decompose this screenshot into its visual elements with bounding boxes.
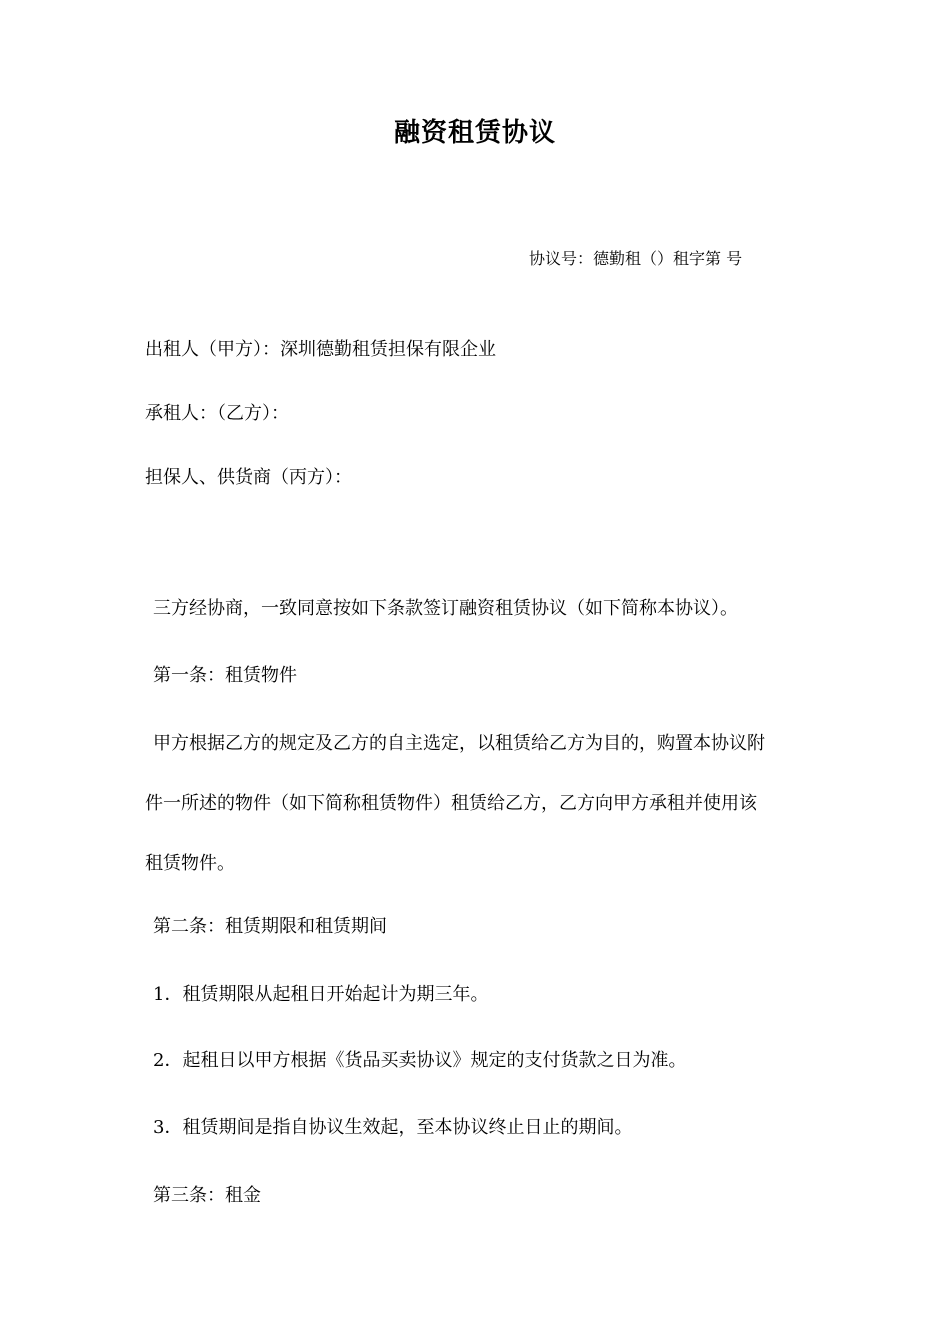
- article-2-item: 1．租赁期限从起租日开始起计为期三年。: [153, 984, 489, 1005]
- article-1-text-line: 租赁物件。: [145, 853, 235, 874]
- article-3-heading: 第三条：租金: [153, 1185, 261, 1206]
- article-2-heading: 第二条：租赁期限和租赁期间: [153, 916, 387, 937]
- party-lessee: 承租人：（乙方）：: [145, 403, 289, 424]
- party-guarantor: 担保人、供货商（丙方）：: [145, 467, 352, 488]
- article-2-item: 2．起租日以甲方根据《货品买卖协议》规定的支付货款之日为准。: [153, 1050, 687, 1071]
- agreement-number: 协议号：德勤租（）租字第 号: [529, 249, 743, 268]
- intro-paragraph: 三方经协商，一致同意按如下条款签订融资租赁协议（如下简称本协议）。: [153, 598, 738, 619]
- article-1-text-line: 甲方根据乙方的规定及乙方的自主选定，以租赁给乙方为目的，购置本协议附: [153, 733, 765, 754]
- document-title: 融资租赁协议: [393, 118, 556, 148]
- party-lessor: 出租人（甲方）：深圳德勤租赁担保有限企业: [145, 339, 496, 360]
- article-1-heading: 第一条：租赁物件: [153, 665, 297, 686]
- article-1-text-line: 件一所述的物件（如下简称租赁物件）租赁给乙方，乙方向甲方承租并使用该: [145, 793, 757, 814]
- article-2-item: 3．租赁期间是指自协议生效起，至本协议终止日止的期间。: [153, 1117, 633, 1138]
